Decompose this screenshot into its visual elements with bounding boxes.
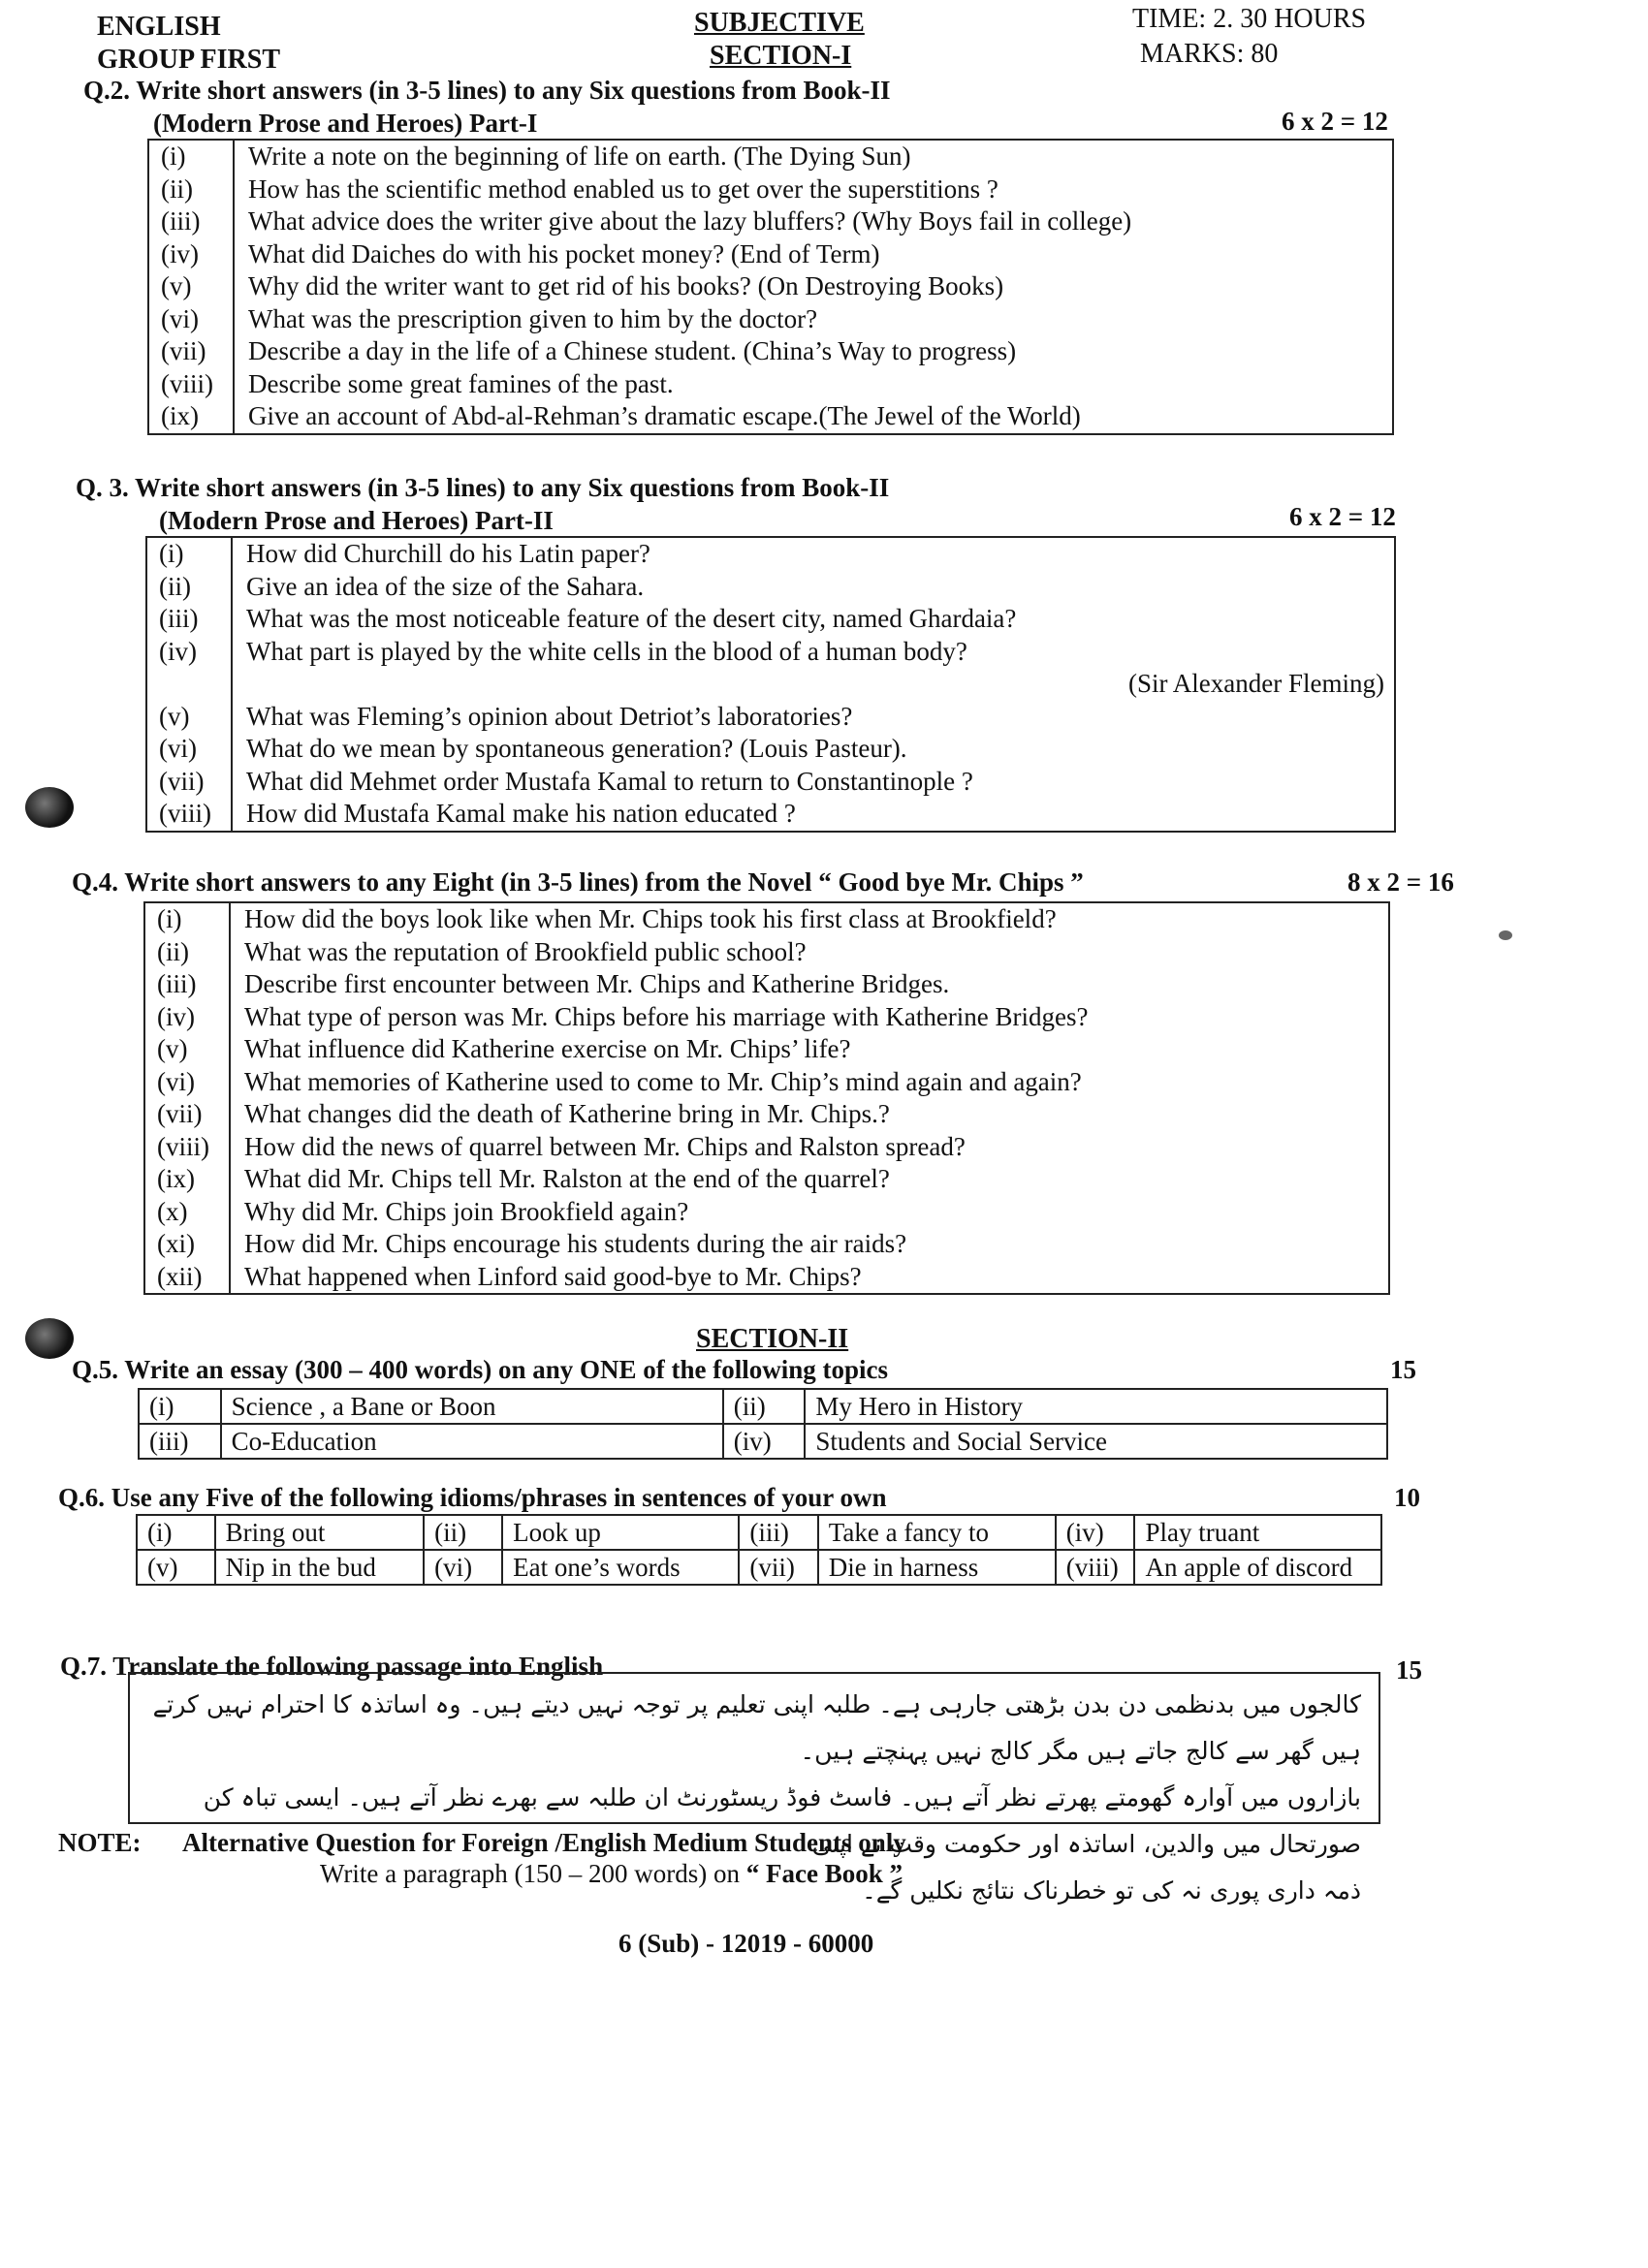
question-text-line: What was the reputation of Brookfield public school? (244, 936, 807, 966)
question-text (230, 1196, 1389, 1229)
question-text-line: What advice does the writer give about the lazy bluffers? (Why Boys fail in college) (248, 206, 1132, 236)
q2-marks: 6 x 2 = 12 (1282, 107, 1388, 136)
q7-marks: 15 (1396, 1655, 1422, 1685)
question-number: (ix) (144, 1163, 230, 1196)
option-number: (ii) (723, 1389, 806, 1424)
urdu-line: کالجوں میں بدنظمی دن بدن بڑھتی جارہی ہے۔ طلبہ اپنی تعلیم پر توجہ نہیں دیتے ہیں۔ وہ اساتذہ کا احترام نہیں کرتے ہیں گھر سے کالج جاتے ہیں مگر کالج نہیں پہنچتے ہیں۔ (152, 1690, 1361, 1765)
note-paragraph-text: Write a paragraph (150 – 200 words) on (320, 1859, 741, 1888)
question-number: (viii) (146, 798, 232, 832)
question-text-line: What influence did Katherine exercise on Mr. Chips’ life? (244, 1034, 851, 1063)
question-number: (vi) (144, 1066, 230, 1099)
question-number: (iv) (144, 1001, 230, 1034)
scan-speck (1499, 930, 1512, 940)
question-text (230, 1131, 1389, 1164)
question-text-line: How did Mustafa Kamal make his nation educated ? (246, 799, 796, 828)
question-number: (viii) (148, 368, 234, 401)
time-label: TIME: 2. 30 HOURS (1132, 4, 1367, 34)
q5-table (138, 1388, 1388, 1460)
question-number: (xii) (144, 1261, 230, 1295)
question-row (144, 1228, 1389, 1261)
option-number: (ii) (424, 1515, 502, 1550)
option-text: Eat one’s words (502, 1550, 739, 1585)
question-number: (v) (148, 270, 234, 303)
question-number: (x) (144, 1196, 230, 1229)
question-text-line: What was the prescription given to him by the doctor? (248, 303, 818, 333)
question-row (146, 571, 1395, 604)
question-text-line: What did Mr. Chips tell Mr. Ralston at the end of the quarrel? (244, 1164, 890, 1193)
question-row (148, 173, 1393, 206)
q6-title: Q.6. Use any Five of the following idioms/phrases in sentences of your own (58, 1483, 887, 1512)
question-text (232, 603, 1395, 636)
question-number: (xi) (144, 1228, 230, 1261)
question-row (146, 537, 1395, 571)
question-number: (iv) (148, 238, 234, 271)
question-row (144, 1261, 1389, 1295)
question-text-line: What was Fleming’s opinion about Detriot’s laboratories? (246, 701, 853, 731)
section-two-title: SECTION-II (696, 1324, 849, 1354)
q5-marks: 15 (1390, 1355, 1416, 1384)
question-text (234, 400, 1393, 434)
q3-title: Q. 3. Write short answers (in 3-5 lines) to any Six questions from Book-II (76, 473, 890, 502)
paper-type: SUBJECTIVE (694, 8, 865, 38)
option-text: An apple of discord (1134, 1550, 1381, 1585)
question-row (144, 1098, 1389, 1131)
note-paragraph-instruction (320, 1859, 903, 1889)
question-row (148, 368, 1393, 401)
question-text (230, 1098, 1389, 1131)
option-number: (vi) (424, 1550, 502, 1585)
question-text (230, 968, 1389, 1001)
question-text-line: What happened when Linford said good-bye to Mr. Chips? (244, 1261, 862, 1291)
question-number: (iii) (148, 205, 234, 238)
question-number: (iii) (146, 603, 232, 636)
question-row (148, 238, 1393, 271)
question-text (230, 1228, 1389, 1261)
question-number: (vii) (144, 1098, 230, 1131)
note-label: NOTE: (58, 1828, 142, 1857)
question-row (148, 270, 1393, 303)
question-text (230, 1001, 1389, 1034)
question-row (148, 303, 1393, 336)
question-row (146, 798, 1395, 832)
option-text: Die in harness (818, 1550, 1056, 1585)
question-row (148, 335, 1393, 368)
option-row (139, 1424, 1387, 1459)
question-text (234, 335, 1393, 368)
question-row (146, 766, 1395, 799)
question-row (144, 1131, 1389, 1164)
question-row (144, 1001, 1389, 1034)
section-one-title: SECTION-I (710, 41, 852, 71)
question-row (146, 603, 1395, 636)
question-text (234, 303, 1393, 336)
question-text-line: How did the news of quarrel between Mr. Chips and Ralston spread? (244, 1131, 966, 1161)
option-row (137, 1515, 1381, 1550)
question-text-line: Describe first encounter between Mr. Chips and Katherine Bridges. (244, 969, 950, 998)
q2-title: Q.2. Write short answers (in 3-5 lines) to any Six questions from Book-II (83, 76, 891, 105)
paper-code: 6 (Sub) - 12019 - 60000 (618, 1929, 874, 1958)
question-text (232, 766, 1395, 799)
question-text (232, 701, 1395, 734)
question-number: (ii) (144, 936, 230, 969)
q2-subtitle: (Modern Prose and Heroes) Part-I (153, 109, 538, 138)
option-number: (iii) (739, 1515, 817, 1550)
urdu-line: بازاروں میں آوارہ گھومتے پھرتے نظر آتے ہیں۔ فاسٹ فوڈ ریسٹورنٹ ان طلبہ سے بھرے نظر آتے ہیں۔ ایسی تباہ کن صورتحال میں والدین، اساتذہ اور حکومت وقت نے اپنی (203, 1783, 1361, 1858)
q4-table (143, 901, 1390, 1295)
subject-label: ENGLISH (97, 12, 221, 42)
marks-label: MARKS: 80 (1140, 39, 1279, 69)
option-text: Take a fancy to (818, 1515, 1056, 1550)
question-text-line: What do we mean by spontaneous generation? (Louis Pasteur). (246, 734, 907, 763)
question-row (144, 936, 1389, 969)
question-text (230, 902, 1389, 936)
q3-table (145, 536, 1396, 833)
question-row (146, 636, 1395, 701)
option-number: (iv) (723, 1424, 806, 1459)
option-text: Look up (502, 1515, 739, 1550)
q7-title: Q.7. Translate the following passage into English (60, 1652, 604, 1681)
question-text-line: Describe a day in the life of a Chinese student. (China’s Way to progress) (248, 336, 1017, 365)
question-number: (i) (148, 140, 234, 173)
question-text (230, 936, 1389, 969)
question-text (232, 733, 1395, 766)
option-text: Science , a Bane or Boon (221, 1389, 723, 1424)
question-number: (vii) (148, 335, 234, 368)
question-text (232, 571, 1395, 604)
question-text-line: How did Mr. Chips encourage his students during the air raids? (244, 1229, 907, 1258)
option-row (139, 1389, 1387, 1424)
q4-title: Q.4. Write short answers to any Eight (in 3-5 lines) from the Novel “ Good bye Mr. Chips ” (72, 867, 1084, 897)
question-number: (iii) (144, 968, 230, 1001)
question-text-line: Why did the writer want to get rid of his books? (On Destroying Books) (248, 271, 1004, 300)
question-row (148, 205, 1393, 238)
option-text: My Hero in History (805, 1389, 1387, 1424)
option-number: (viii) (1056, 1550, 1135, 1585)
question-row (146, 701, 1395, 734)
question-row (148, 140, 1393, 173)
question-text (230, 1066, 1389, 1099)
question-text (230, 1261, 1389, 1295)
q2-table (147, 139, 1394, 435)
question-number: (vi) (146, 733, 232, 766)
question-text-line: Why did Mr. Chips join Brookfield again? (244, 1196, 689, 1226)
q5-title: Q.5. Write an essay (300 – 400 words) on any ONE of the following topics (72, 1355, 889, 1384)
option-number: (iv) (1056, 1515, 1135, 1550)
urdu-line: ذمہ داری پوری نہ کی تو خطرناک نتائج نکلیں گے۔ (862, 1876, 1361, 1905)
question-text-line: Give an account of Abd-al-Rehman’s dramatic escape.(The Jewel of the World) (248, 401, 1081, 430)
question-text-line: How did Churchill do his Latin paper? (246, 539, 650, 568)
question-text-line: What was the most noticeable feature of the desert city, named Ghardaia? (246, 604, 1017, 633)
question-text (232, 537, 1395, 571)
question-row (144, 968, 1389, 1001)
question-number: (iv) (146, 636, 232, 701)
question-text-line: Describe some great famines of the past. (248, 368, 674, 398)
question-text (234, 205, 1393, 238)
question-row (148, 400, 1393, 434)
question-text (232, 636, 1395, 701)
option-number: (vii) (739, 1550, 817, 1585)
question-number: (i) (144, 902, 230, 936)
question-text-line: What changes did the death of Katherine bring in Mr. Chips.? (244, 1099, 890, 1128)
q6-marks: 10 (1394, 1483, 1420, 1512)
question-text-line: What type of person was Mr. Chips before his marriage with Katherine Bridges? (244, 1001, 1089, 1031)
option-row (137, 1550, 1381, 1585)
question-text-line: How did the boys look like when Mr. Chips took his first class at Brookfield? (244, 904, 1057, 933)
question-row (146, 733, 1395, 766)
q3-marks: 6 x 2 = 12 (1289, 502, 1396, 531)
option-text: Play truant (1134, 1515, 1381, 1550)
question-row (144, 1066, 1389, 1099)
question-number: (viii) (144, 1131, 230, 1164)
option-text: Co-Education (221, 1424, 723, 1459)
question-row (144, 1033, 1389, 1066)
note-text: Alternative Question for Foreign /English Medium Students only (182, 1828, 906, 1857)
question-text (230, 1033, 1389, 1066)
question-number: (v) (146, 701, 232, 734)
question-number: (ii) (148, 173, 234, 206)
question-text (234, 368, 1393, 401)
question-text-line: What part is played by the white cells in the blood of a human body? (246, 636, 967, 666)
option-text: Students and Social Service (805, 1424, 1387, 1459)
question-text-line: Write a note on the beginning of life on earth. (The Dying Sun) (248, 142, 911, 171)
question-row (144, 1163, 1389, 1196)
note-topic: “ Face Book ” (745, 1859, 903, 1888)
question-row (144, 1196, 1389, 1229)
q6-table (136, 1514, 1382, 1586)
question-text (234, 173, 1393, 206)
option-text: Nip in the bud (215, 1550, 424, 1585)
question-text-line: Give an idea of the size of the Sahara. (246, 571, 645, 601)
question-text (230, 1163, 1389, 1196)
question-text (234, 140, 1393, 173)
question-text (234, 238, 1393, 271)
question-text-line: What memories of Katherine used to come to Mr. Chip’s mind again and again? (244, 1066, 1082, 1096)
punch-hole (25, 787, 74, 828)
q4-marks: 8 x 2 = 16 (1347, 867, 1454, 897)
option-number: (v) (137, 1550, 215, 1585)
option-number: (i) (137, 1515, 215, 1550)
group-label: GROUP FIRST (97, 45, 281, 75)
question-number: (vi) (148, 303, 234, 336)
question-text (234, 270, 1393, 303)
q3-subtitle: (Modern Prose and Heroes) Part-II (159, 506, 554, 535)
question-text-line: How has the scientific method enabled us to get over the superstitions ? (248, 173, 998, 204)
question-text-line: What did Mehmet order Mustafa Kamal to return to Constantinople ? (246, 766, 973, 796)
option-number: (i) (139, 1389, 221, 1424)
option-number: (iii) (139, 1424, 221, 1459)
question-text-line: What did Daiches do with his pocket money? (End of Term) (248, 238, 880, 268)
question-row (144, 902, 1389, 936)
question-number: (vii) (146, 766, 232, 799)
punch-hole (25, 1318, 74, 1359)
question-number: (v) (144, 1033, 230, 1066)
question-number: (ix) (148, 400, 234, 434)
option-text: Bring out (215, 1515, 424, 1550)
question-number: (i) (146, 537, 232, 571)
question-text (232, 798, 1395, 832)
question-number: (ii) (146, 571, 232, 604)
question-source: (Sir Alexander Fleming) (1128, 669, 1384, 698)
